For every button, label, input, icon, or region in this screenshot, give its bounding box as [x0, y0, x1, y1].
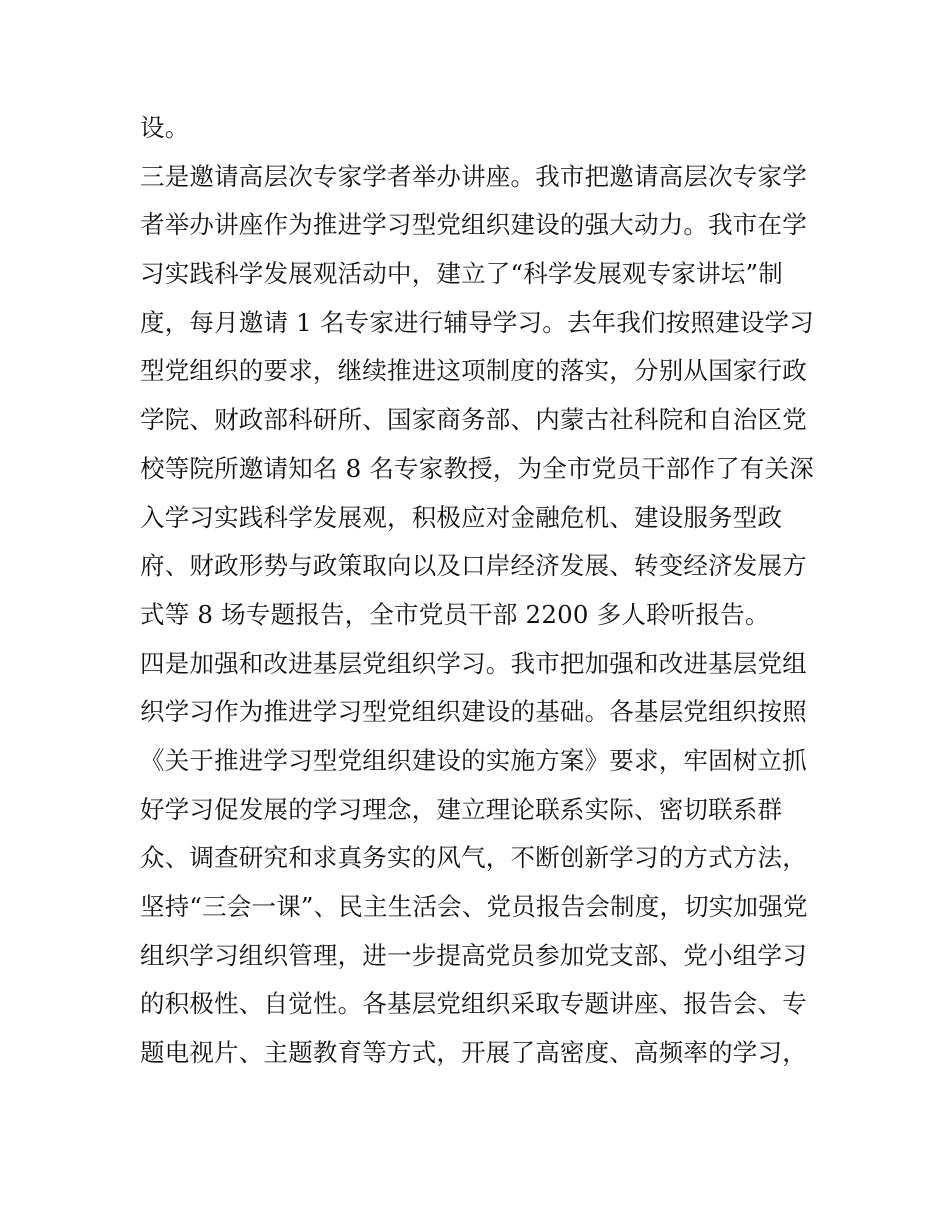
text-line: 型党组织的要求，继续推进这项制度的落实，分别从国家行政 [140, 356, 807, 386]
text-line: 设。 [140, 113, 190, 142]
text-line: 题电视片、主题教育等方式，开展了高密度、高频率的学习， [140, 1038, 807, 1068]
document-body [140, 104, 820, 1078]
text-line: 坚持“三会一课”、民主生活会、党员报告会制度，切实加强党 [140, 892, 808, 921]
text-line: 习实践科学发展观活动中，建立了“科学发展观专家讲坛”制 [140, 259, 783, 289]
text-line: 织学习作为推进学习型党组织建设的基础。各基层党组织按照 [140, 697, 807, 727]
text-line: 好学习促发展的学习理念，建立理论联系实际、密切联系群 [140, 794, 783, 824]
text-line: 四是加强和改进基层党组织学习。我市把加强和改进基层党组 [140, 648, 807, 678]
text-line: 学院、财政部科研所、国家商务部、内蒙古社科院和自治区党 [140, 405, 807, 435]
text-line: 度，每月邀请 1 名专家进行辅导学习。去年我们按照建设学习 [140, 307, 814, 337]
text-line: 式等 8 场专题报告，全市党员干部 2200 多人聆听报告。 [140, 599, 770, 629]
text-line: 组织学习组织管理，进一步提高党员参加党支部、党小组学习 [140, 940, 807, 970]
text-line: 府、财政形势与政策取向以及口岸经济发展、转变经济发展方 [140, 551, 807, 581]
text-line: 入学习实践科学发展观，积极应对金融危机、建设服务型政 [140, 502, 783, 532]
text-line: 《关于推进学习型党组织建设的实施方案》要求，牢固树立抓 [140, 745, 807, 775]
text-line: 众、调查研究和求真务实的风气，不断创新学习的方式方法， [140, 843, 807, 873]
text-line: 三是邀请高层次专家学者举办讲座。我市把邀请高层次专家学 [140, 161, 807, 191]
text-line: 校等院所邀请知名 8 名专家教授，为全市党员干部作了有关深 [140, 453, 814, 483]
text-line: 的积极性、自觉性。各基层党组织采取专题讲座、报告会、专 [140, 989, 807, 1019]
text-line: 者举办讲座作为推进学习型党组织建设的强大动力。我市在学 [140, 210, 807, 240]
